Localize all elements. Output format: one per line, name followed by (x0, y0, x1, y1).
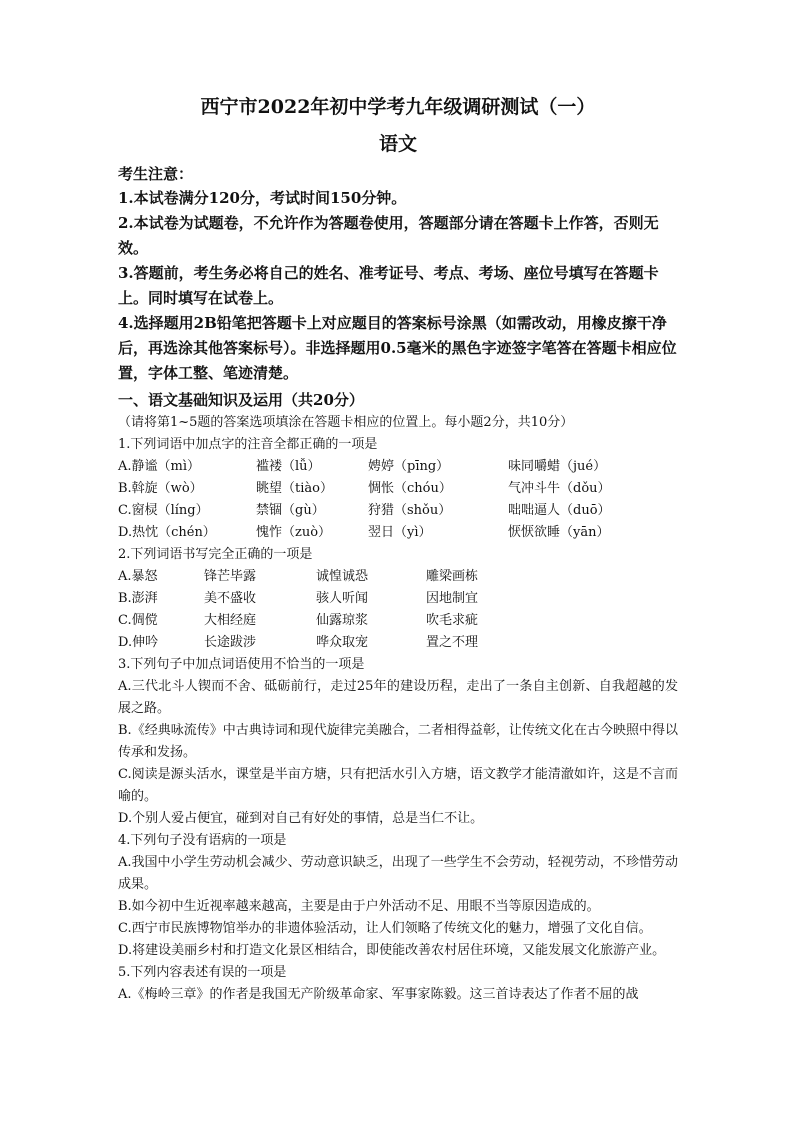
option-text: A.《梅岭三章》的作者是我国无产阶级革命家、军事家陈毅。这三首诗表达了作者不屈的战 (118, 987, 639, 1002)
option-text: C.西宁市民族博物馆举办的非遗体验活动，让人们领略了传统文化的魅力，增强了文化自信。 (118, 921, 652, 936)
exam-page (118, 92, 678, 1006)
q2-options-grid (118, 566, 678, 654)
option-cell: 美不盛收 (204, 591, 257, 606)
option-text: A.三代北斗人锲而不舍、砥砺前行，走过25年的建设历程，走出了一条自主创新、自我超越的发展之路。 (118, 679, 678, 716)
notice-heading: 考生注意： (118, 165, 194, 183)
option-cell: D.热忱（chén） (118, 525, 216, 540)
option-cell: 吹毛求疵 (426, 613, 479, 628)
option-cell: 味同嚼蜡（jué） (508, 459, 607, 474)
question-stem: 4.下列句子没有语病的一项是 (118, 833, 287, 848)
option-text: C.阅读是源头活水，课堂是半亩方塘，只有把活水引入方塘，语文教学才能清澈如许，这是不言而喻的。 (118, 767, 678, 804)
option-cell: 锋芒毕露 (204, 569, 257, 584)
option-text: B.《经典咏流传》中古典诗词和现代旋律完美融合，二者相得益彰，让传统文化在古今映照中得以传承和发扬。 (118, 723, 678, 760)
q1-options-grid (118, 456, 678, 544)
option-cell: A.静谧（mì） (118, 459, 201, 474)
option-cell: 禁锢（gù） (256, 503, 325, 518)
option-cell: 长途跋涉 (204, 635, 257, 650)
option-text: D.将建设美丽乡村和打造文化景区相结合，即使能改善农村居住环境，又能发展文化旅游产业。 (118, 943, 666, 958)
option-cell: 置之不理 (426, 635, 479, 650)
question-stem: 3.下列句子中加点词语使用不恰当的一项是 (118, 657, 365, 672)
subject-title: 语文 (378, 133, 417, 155)
option-cell: 诚惶诚恐 (316, 569, 369, 584)
notice-item: 1.本试卷满分120分，考试时间150分钟。 (118, 189, 407, 207)
option-cell: 哗众取宠 (316, 635, 369, 650)
option-cell: 骇人听闻 (316, 591, 369, 606)
question-stem: 2.下列词语书写完全正确的一项是 (118, 547, 313, 562)
option-cell: 愧怍（zuò） (256, 525, 332, 540)
option-cell: 娉婷（pīng） (368, 459, 450, 474)
option-text: D.个别人爱占便宜，碰到对自己有好处的事情，总是当仁不让。 (118, 811, 484, 826)
option-cell: A.暴怒 (118, 569, 158, 584)
option-cell: C.窗棂（líng） (118, 503, 209, 518)
section-instruction: （请将第1~5题的答案选项填涂在答题卡相应的位置上。每小题2分，共10分） (118, 415, 574, 430)
option-cell: B.斡旋（wò） (118, 481, 203, 496)
option-text: B.如今初中生近视率越来越高，主要是由于户外活动不足、用眼不当等原因造成的。 (118, 899, 600, 914)
section-title: 一、语文基础知识及运用（共20分） (118, 391, 364, 409)
option-cell: 雕梁画栋 (426, 569, 479, 584)
option-cell: 眺望（tiào） (256, 481, 333, 496)
question-stem: 5.下列内容表述有误的一项是 (118, 965, 287, 980)
option-text: A.我国中小学生劳动机会减少、劳动意识缺乏，出现了一些学生不会劳动，轻视劳动，不珍惜劳动成果。 (118, 855, 678, 892)
question-stem: 1.下列词语中加点字的注音全都正确的一项是 (118, 437, 378, 452)
option-cell: D.伸吟 (118, 635, 159, 650)
option-cell: 惆怅（chóu） (368, 481, 452, 496)
option-cell: B.澎湃 (118, 591, 158, 606)
option-cell: C.倜傥 (118, 613, 158, 628)
notice-item: 3.答题前，考生务必将自己的姓名、准考证号、考点、考场、座位号填写在答题卡上。同时填写在试卷上。 (118, 264, 659, 307)
option-cell: 咄咄逼人（duō） (508, 503, 611, 518)
option-cell: 仙露琼浆 (316, 613, 369, 628)
option-cell: 褴褛（lǚ） (256, 459, 321, 474)
option-cell: 恹恹欲睡（yān） (508, 525, 610, 540)
page-title: 西宁市2022年初中学考九年级调研测试（一） (200, 96, 596, 118)
notice-item: 2.本试卷为试题卷，不允许作为答题卷使用，答题部分请在答题卡上作答，否则无效。 (118, 214, 659, 257)
notice-item: 4.选择题用2B铅笔把答题卡上对应题目的答案标号涂黑（如需改动，用橡皮擦干净后，再选涂其他答案标号）。非选择题用0.5毫米的黑色字迹签字笔答在答题卡相应位置，字体工整、笔迹清楚。 (118, 314, 677, 382)
option-cell: 大相经庭 (204, 613, 257, 628)
option-cell: 气冲斗牛（dǒu） (508, 481, 611, 496)
option-cell: 翌日（yì） (368, 525, 432, 540)
option-cell: 狩猎（shǒu） (368, 503, 452, 518)
option-cell: 因地制宜 (426, 591, 479, 606)
